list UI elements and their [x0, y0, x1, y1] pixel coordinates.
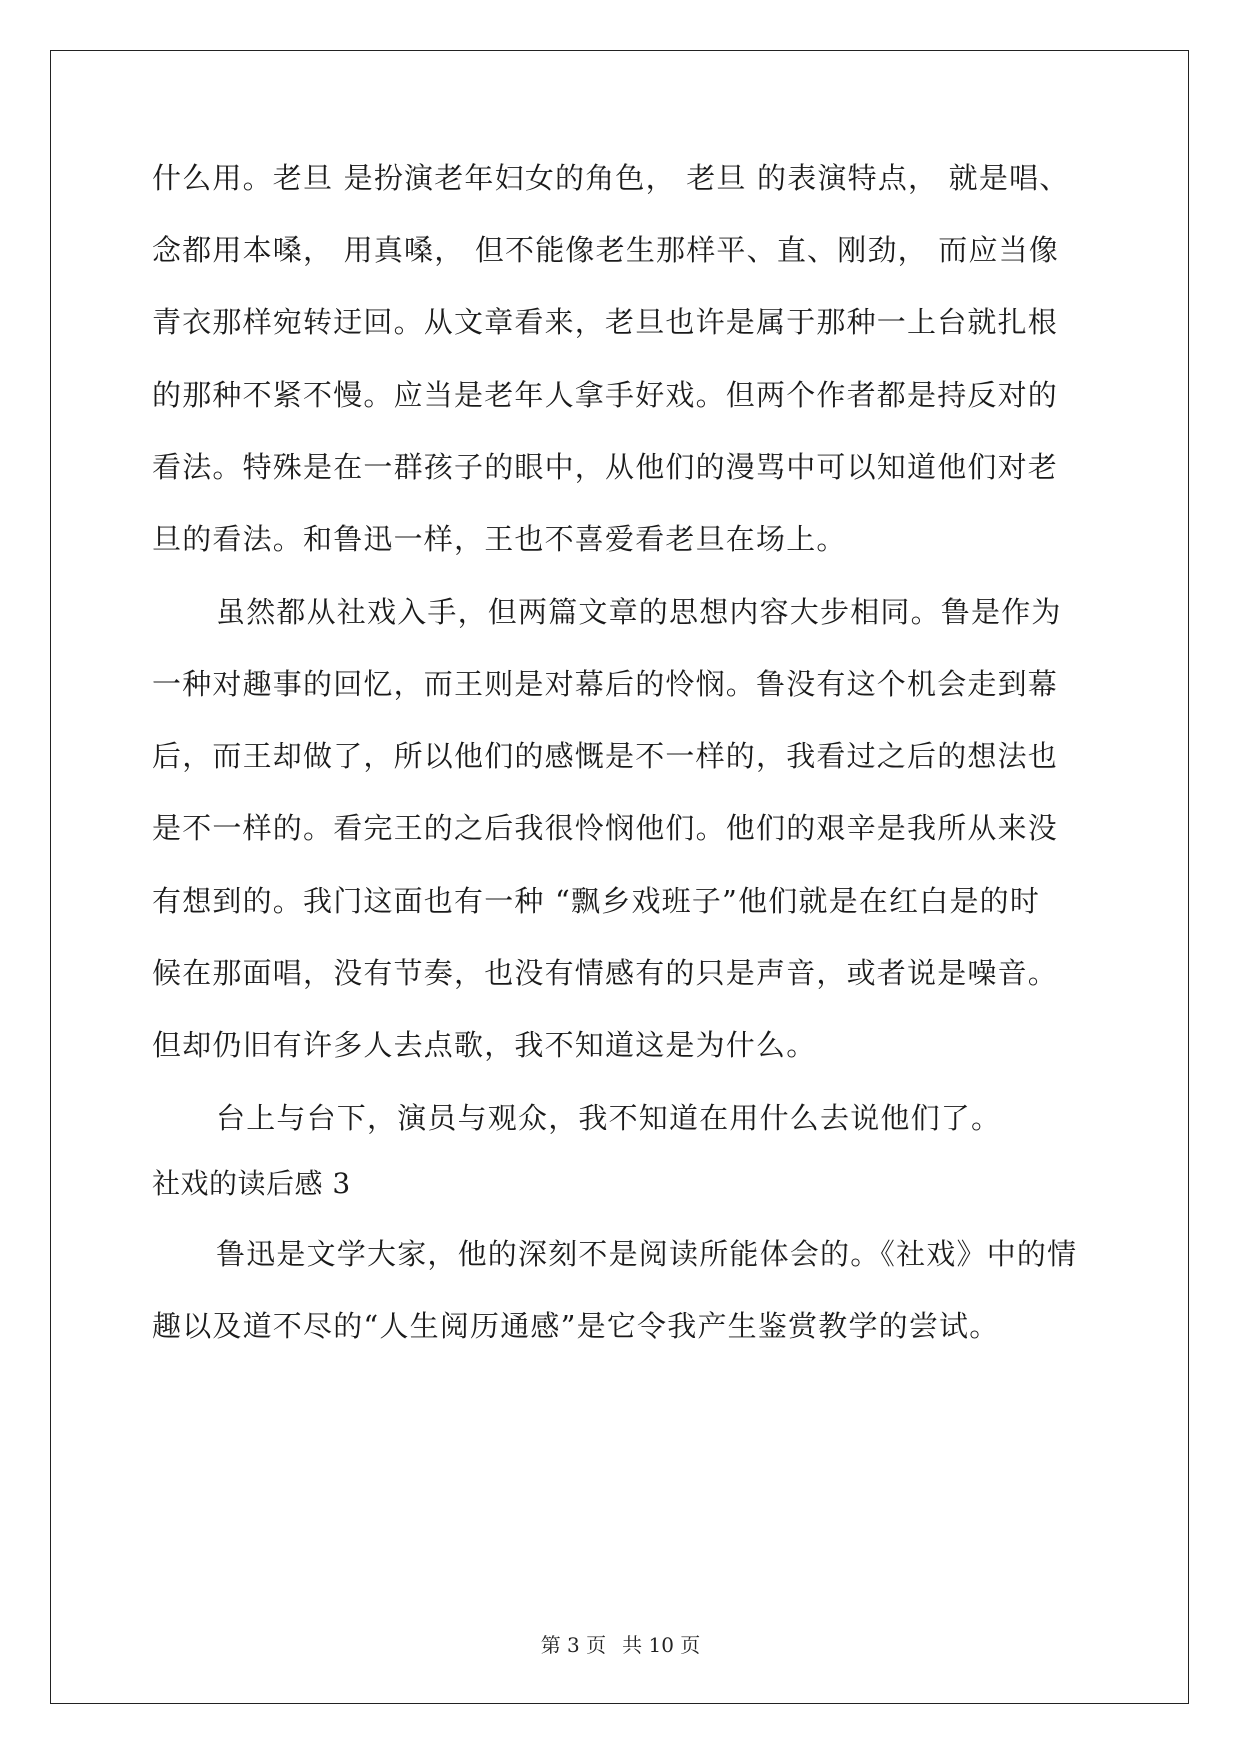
page-number: 第 3 页 [540, 1633, 607, 1657]
section-heading: 社戏的读后感 3 [152, 1167, 351, 1200]
text-line-3: 青衣那样宛转迂回。从文章看来，老旦也许是属于那种一上台就扎根 [152, 305, 1059, 339]
text-line-13: 但却仍旧有许多人去点歌，我不知道这是为什么。 [152, 1028, 817, 1062]
text-line-10: 是不一样的。看完王的之后我很怜悯他们。他们的艰辛是我所从来没 [152, 811, 1059, 845]
text-line-12: 候在那面唱，没有节奏，也没有情感有的只是声音，或者说是噪音。 [152, 956, 1059, 990]
text-line-17: 趣以及道不尽的“人生阅历通感”是它令我产生鉴赏教学的尝试。 [152, 1309, 1000, 1343]
text-line-7: 虽然都从社戏入手，但两篇文章的思想内容大步相同。鲁是作为 [216, 595, 1062, 629]
text-line-11: 有想到的。我门这面也有一种 “飘乡戏班子”他们就是在红白是的时 [152, 884, 1041, 918]
page-border [50, 50, 1189, 1704]
text-line-9: 后，而王却做了，所以他们的感慨是不一样的，我看过之后的想法也 [152, 739, 1059, 773]
text-line-16: 鲁迅是文学大家，他的深刻不是阅读所能体会的。《社戏》中的情 [216, 1237, 1078, 1271]
text-line-6: 旦的看法。和鲁迅一样，王也不喜爱看老旦在场上。 [152, 522, 847, 556]
page-total: 共 10 页 [622, 1633, 701, 1657]
text-line-1: 什么用。老旦 是扮演老年妇女的角色， 老旦 的表演特点， 就是唱、 [152, 161, 1070, 195]
text-line-2: 念都用本嗓， 用真嗓， 但不能像老生那样平、直、刚劲， 而应当像 [152, 233, 1060, 267]
page-footer [0, 1632, 1241, 1658]
text-line-5: 看法。特殊是在一群孩子的眼中，从他们的漫骂中可以知道他们对老 [152, 450, 1059, 484]
text-line-4: 的那种不紧不慢。应当是老年人拿手好戏。但两个作者都是持反对的 [152, 378, 1059, 412]
text-line-14: 台上与台下，演员与观众，我不知道在用什么去说他们了。 [216, 1101, 1002, 1135]
text-line-8: 一种对趣事的回忆，而王则是对幕后的怜悯。鲁没有这个机会走到幕 [152, 667, 1059, 701]
